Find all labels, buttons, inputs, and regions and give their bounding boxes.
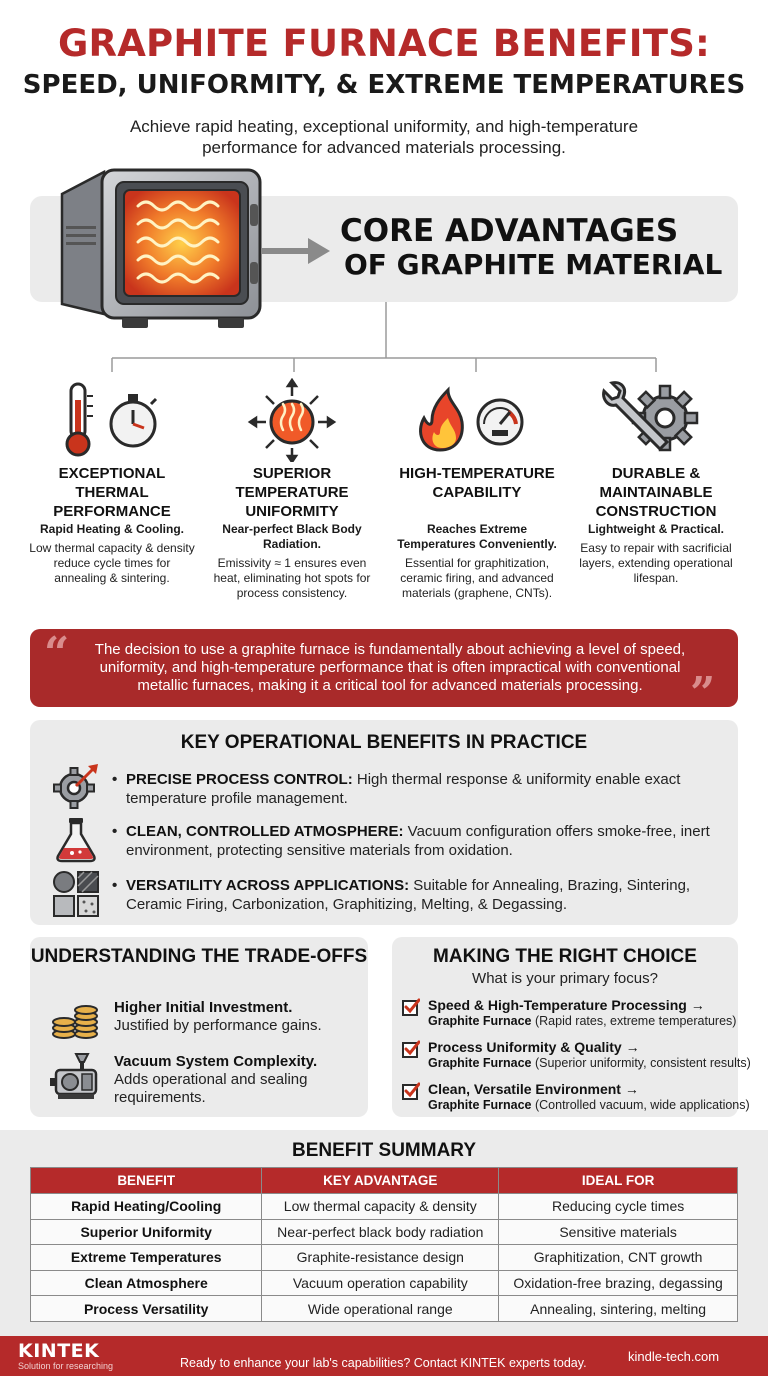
checkbox-icon xyxy=(402,998,420,1016)
tradeoff-heading: Higher Initial Investment. xyxy=(114,999,293,1016)
table-cell: Sensitive materials xyxy=(499,1219,738,1245)
choice-result: Graphite Furnace xyxy=(428,1056,532,1070)
choice-heading: Speed & High-Temperature Processing → xyxy=(428,997,705,1013)
tradeoffs-title: UNDERSTANDING THE TRADE-OFFS xyxy=(30,946,368,967)
advantage-description: Essential for graphitization, ceramic firing, and advanced materials (graphene, CNTs). xyxy=(400,556,554,600)
coin-stacks-icon xyxy=(50,998,100,1040)
summary-title: BENEFIT SUMMARY xyxy=(291,1140,477,1161)
tradeoff-heading: Vacuum System Complexity. xyxy=(114,1053,318,1070)
gear-target-icon xyxy=(52,762,100,810)
brand-tagline: Solution for researching xyxy=(18,1361,114,1371)
advantage-durable xyxy=(571,378,741,586)
choice-subtitle: What is your primary focus? xyxy=(472,970,658,987)
advantage-subtitle: Reaches Extreme Temperatures Conveniently. xyxy=(397,522,557,551)
page-title: GRAPHITE FURNACE BENEFITS: xyxy=(57,22,711,65)
table-cell: Graphitization, CNT growth xyxy=(499,1245,738,1271)
connector-lines xyxy=(110,302,670,372)
wrench-gear-icon xyxy=(571,378,741,462)
tradeoff-item xyxy=(114,999,354,1035)
operational-item-heading: VERSATILITY ACROSS APPLICATIONS: xyxy=(126,877,410,894)
operational-item-text: Suitable for Annealing, Brazing, Sintering, Ceramic Firing, Carbonization, Graphitizing, Melting, & Degassing. xyxy=(126,877,691,913)
advantage-description: Low thermal capacity & density reduce cycle times for annealing & sintering. xyxy=(29,541,195,585)
table-row xyxy=(31,1219,738,1245)
tradeoff-text: Adds operational and sealing requirements. xyxy=(114,1071,308,1106)
operational-item-heading: CLEAN, CONTROLLED ATMOSPHERE: xyxy=(126,823,404,840)
advantage-title: SUPERIOR TEMPERATURE UNIFORMITY xyxy=(235,465,349,520)
advantage-uniformity xyxy=(207,378,377,601)
table-cell: Oxidation-free brazing, degassing xyxy=(499,1270,738,1296)
thermometer-stopwatch-icon xyxy=(27,378,197,462)
tradeoff-text: Justified by performance gains. xyxy=(114,1017,322,1034)
open-quote-icon: “ xyxy=(44,628,70,679)
choice-heading: Clean, Versatile Environment → xyxy=(428,1081,639,1097)
table-row xyxy=(31,1296,738,1322)
table-cell: Wide operational range xyxy=(262,1296,499,1322)
page-subtitle-heading: SPEED, UNIFORMITY, & EXTREME TEMPERATURES xyxy=(22,70,746,100)
choice-result: Graphite Furnace xyxy=(428,1098,532,1112)
flask-icon xyxy=(52,816,100,864)
choice-item xyxy=(428,1039,751,1071)
table-cell: Clean Atmosphere xyxy=(31,1270,262,1296)
table-cell: Superior Uniformity xyxy=(31,1219,262,1245)
summary-table xyxy=(30,1167,738,1322)
table-cell: Process Versatility xyxy=(31,1296,262,1322)
flame-gauge-icon xyxy=(392,378,562,462)
table-header-cell: IDEAL FOR xyxy=(499,1168,738,1194)
page-intro: Achieve rapid heating, exceptional uniformity, and high-temperature performance for advanced materials processing. xyxy=(129,117,639,157)
advantage-high-temperature xyxy=(392,378,562,601)
table-header-row xyxy=(31,1168,738,1194)
quote-text: The decision to use a graphite furnace is fundamentally about achieving a level of speed, uniformity, and high-temperature performance that is often impractical with conventional metallic furnaces, making it a critical tool for advanced materials processing. xyxy=(94,641,686,694)
table-cell: Graphite-resistance design xyxy=(262,1245,499,1271)
choice-detail: (Controlled vacuum, wide applications) xyxy=(534,1098,750,1112)
operational-item-text: High thermal response & uniformity enable exact temperature profile management. xyxy=(126,771,681,807)
core-title-line2: OF GRAPHITE MATERIAL xyxy=(344,248,723,281)
arrow-right-icon xyxy=(262,236,332,266)
radiating-heat-icon xyxy=(207,378,377,462)
advantage-subtitle: Rapid Heating & Cooling. xyxy=(40,522,184,536)
choice-item xyxy=(428,997,738,1029)
brand-logo[interactable]: KINTEK xyxy=(18,1340,100,1362)
operational-item: • PRECISE PROCESS CONTROL: High thermal response & uniformity enable exact temperature profile management. xyxy=(112,771,681,807)
operational-item: • CLEAN, CONTROLLED ATMOSPHERE: Vacuum configuration offers smoke-free, inert environment, protecting sensitive materials from oxidation. xyxy=(112,823,710,859)
checkbox-icon xyxy=(402,1040,420,1058)
table-cell: Reducing cycle times xyxy=(499,1194,738,1220)
table-header-cell: KEY ADVANTAGE xyxy=(262,1168,499,1194)
close-quote-icon: ” xyxy=(690,668,716,719)
table-header-cell: BENEFIT xyxy=(31,1168,262,1194)
choice-heading: Process Uniformity & Quality → xyxy=(428,1039,640,1055)
vacuum-pump-icon xyxy=(48,1052,104,1102)
choice-result: Graphite Furnace xyxy=(428,1014,532,1028)
table-row xyxy=(31,1245,738,1271)
advantage-description: Emissivity ≈ 1 ensures even heat, eliminating hot spots for process consistency. xyxy=(213,556,371,600)
choice-title: MAKING THE RIGHT CHOICE xyxy=(433,946,697,967)
operational-item-heading: PRECISE PROCESS CONTROL: xyxy=(126,771,353,788)
advantage-title: EXCEPTIONAL THERMAL PERFORMANCE xyxy=(53,465,171,520)
table-row xyxy=(31,1270,738,1296)
choice-item xyxy=(428,1081,750,1113)
core-title-line1: CORE ADVANTAGES xyxy=(340,213,679,249)
table-cell: Low thermal capacity & density xyxy=(262,1194,499,1220)
operational-item-text: Vacuum configuration offers smoke-free, inert environment, protecting sensitive materials from oxidation. xyxy=(126,823,710,859)
core-advantages-title xyxy=(340,214,730,282)
advantage-subtitle: Lightweight & Practical. xyxy=(587,522,725,536)
material-samples-icon xyxy=(52,870,100,918)
footer-cta: Ready to enhance your lab's capabilities? Contact KINTEK experts today. xyxy=(180,1356,587,1370)
advantage-title: HIGH-TEMPERATURE CAPABILITY xyxy=(399,465,555,501)
advantage-title: DURABLE & MAINTAINABLE CONSTRUCTION xyxy=(595,465,717,520)
footer-url-link[interactable]: kindle-tech.com xyxy=(628,1349,720,1364)
table-cell: Extreme Temperatures xyxy=(31,1245,262,1271)
choice-detail: (Rapid rates, extreme temperatures) xyxy=(534,1014,737,1028)
table-cell: Vacuum operation capability xyxy=(262,1270,499,1296)
operational-item: • VERSATILITY ACROSS APPLICATIONS: Suitable for Annealing, Brazing, Sintering, Ceramic Firing, Carbonization, Graphitizing, Melting, & Degassing. xyxy=(112,877,691,913)
advantage-thermal xyxy=(27,378,197,586)
table-cell: Near-perfect black body radiation xyxy=(262,1219,499,1245)
tradeoff-item xyxy=(114,1053,354,1107)
advantage-description: Easy to repair with sacrificial layers, extending operational lifespan. xyxy=(579,541,733,585)
table-cell: Annealing, sintering, melting xyxy=(499,1296,738,1322)
operational-benefits-title: KEY OPERATIONAL BENEFITS IN PRACTICE xyxy=(180,732,588,753)
table-row xyxy=(31,1194,738,1220)
advantage-subtitle: Near-perfect Black Body Radiation. xyxy=(222,522,362,551)
table-cell: Rapid Heating/Cooling xyxy=(31,1194,262,1220)
checkbox-icon xyxy=(402,1082,420,1100)
choice-detail: (Superior uniformity, consistent results) xyxy=(534,1056,751,1070)
